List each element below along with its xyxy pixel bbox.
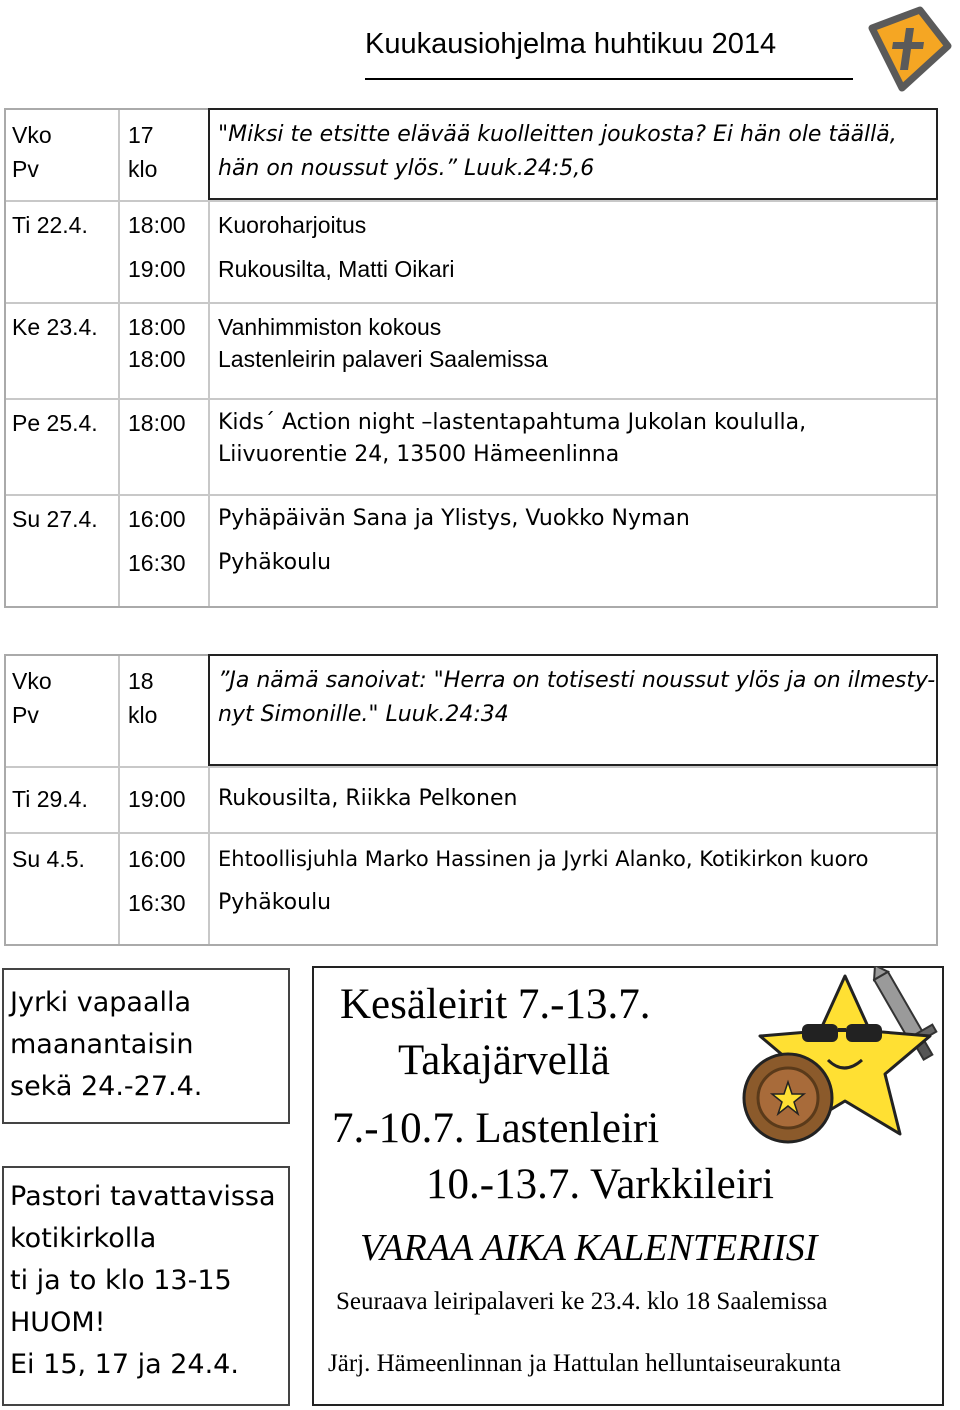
week18-header-row [6, 656, 936, 766]
reserve-date-text: VARAA AIKA KALENTERIISI [360, 1227, 818, 1269]
youth-camp: 10.-13.7. Varkkileiri [426, 1161, 774, 1208]
week-number: 17 [128, 122, 154, 148]
event-time: 19:00 [128, 256, 186, 282]
event-day: Ke 23.4. [12, 314, 98, 340]
event-title: Pyhäpäivän Sana ja Ylistys, Vuokko Nyman [218, 506, 690, 531]
event-title: Pyhäkoulu [218, 550, 332, 575]
event-day: Su 27.4. [12, 506, 98, 532]
next-meeting-text: Seuraava leiripalaveri ke 23.4. klo 18 Saalemissa [336, 1288, 828, 1315]
page-title: Kuukausiohjelma huhtikuu 2014 [365, 28, 777, 60]
event-time: 19:00 [128, 786, 186, 812]
event-address: Liivuorentie 24, 13500 Hämeenlinna [218, 442, 620, 467]
event-day: Ti 29.4. [12, 786, 88, 812]
event-day: Pe 25.4. [12, 410, 98, 436]
camp-location: Takajärvellä [398, 1037, 610, 1084]
bible-verse: "Miksi te etsitte elävää kuolleitten joukosta? Ei hän ole täällä, hän on noussut ylös.” Luuk.24:5,6 [208, 108, 938, 200]
time-label: klo [128, 156, 158, 182]
day-label: Pv [12, 156, 39, 182]
week-label: Vko [12, 122, 52, 148]
event-time: 18:00 [128, 212, 186, 238]
week17-header-row [6, 110, 936, 200]
table-row [6, 832, 936, 944]
children-camp: 7.-10.7. Lastenleiri [332, 1105, 660, 1152]
time-label: klo [128, 702, 158, 728]
table-row [6, 302, 936, 398]
event-day: Ti 22.4. [12, 212, 88, 238]
church-cross-logo-icon [862, 6, 952, 92]
camp-title: Kesäleirit 7.-13.7. [340, 981, 651, 1028]
week17-schedule [4, 108, 938, 608]
event-time: 16:00 [128, 846, 186, 872]
bible-verse: ”Ja nämä sanoivat: "Herra on totisesti noussut ylös ja on ilmesty- nyt Simonille." Luuk.24:34 [208, 654, 938, 766]
event-title: Vanhimmiston kokous [218, 314, 442, 340]
organizer-text: Järj. Hämeenlinnan ja Hattulan helluntaiseurakunta [328, 1350, 842, 1377]
week18-schedule [4, 654, 938, 946]
event-time: 18:00 [128, 410, 186, 436]
event-day: Su 4.5. [12, 846, 85, 872]
event-time: 16:30 [128, 890, 186, 916]
table-row [6, 200, 936, 302]
day-label: Pv [12, 702, 39, 728]
table-row [6, 766, 936, 832]
star-mascot-icon [730, 966, 940, 1156]
event-time: 18:00 [128, 314, 186, 340]
event-title: Rukousilta, Matti Oikari [218, 256, 455, 282]
pastor-notice: Pastori tavattavissa kotikirkolla ti ja to klo 13-15 HUOM! Ei 15, 17 ja 24.4. [2, 1166, 290, 1406]
jyrki-notice: Jyrki vapaalla maanantaisin sekä 24.-27.4. [2, 968, 290, 1124]
event-title: Kuoroharjoitus [218, 212, 367, 238]
table-row [6, 494, 936, 606]
event-title: Pyhäkoulu [218, 890, 332, 915]
event-title: Kids´ Action night –lastentapahtuma Jukolan koululla, [218, 410, 807, 435]
event-title: Ehtoollisjuhla Marko Hassinen ja Jyrki Alanko, Kotikirkon kuoro [218, 847, 869, 871]
event-title: Lastenleirin palaveri Saalemissa [218, 346, 548, 372]
event-title: Rukousilta, Riikka Pelkonen [218, 786, 518, 811]
event-time: 16:30 [128, 550, 186, 576]
header-divider [365, 78, 853, 80]
week-label: Vko [12, 668, 52, 694]
event-time: 18:00 [128, 346, 186, 372]
week-number: 18 [128, 668, 154, 694]
event-time: 16:00 [128, 506, 186, 532]
table-row [6, 398, 936, 494]
